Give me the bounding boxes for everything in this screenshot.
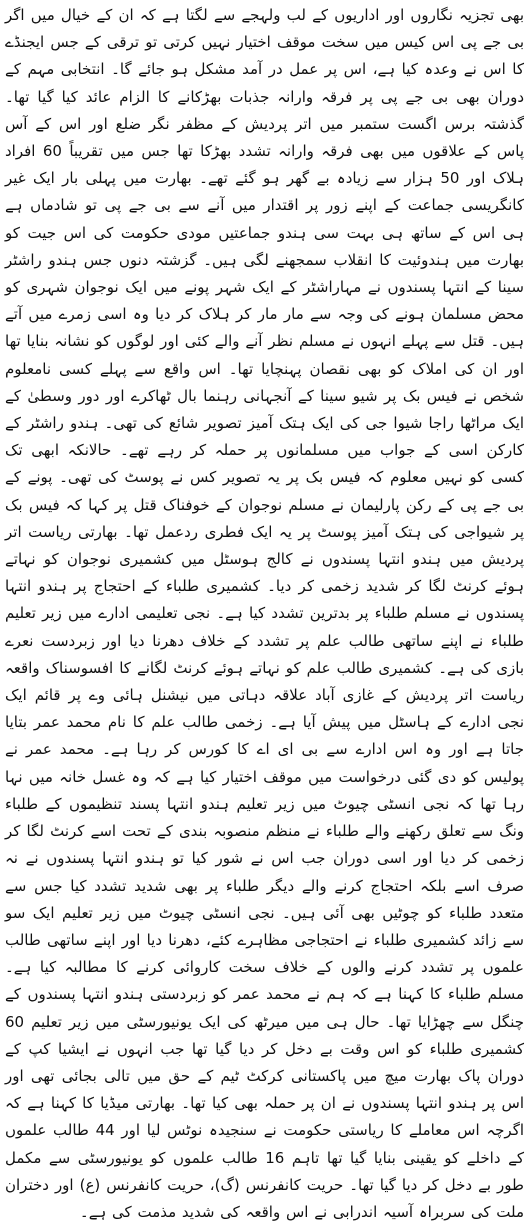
article-body-text: بھی تجزیہ نگاروں اور اداریوں کے لب ولہجے سے لگتا ہے کہ ان کے خیال میں اگر بی جے پی اس کیس میں سخت موقف اختیار نہیں کرتی تو ترقی کے جس ایجنڈے کا اس نے وعدہ کیا ہے، اس پر عمل در آمد مشکل ہو جائے گا۔ انتخابی مہم کے دوران بھی بی جے پی پر فرقہ وارانہ جذبات بھڑکانے کا الزام عائد کیا گیا تھا۔ گذشتہ برس اگست ستمبر میں اتر پردیش کے مظفر نگر ضلع اور اس کے آس پاس کے علاقوں میں بھی فرقہ وارانہ تشدد بھڑکا تھا جس میں تقریباً 60 افراد ہلاک اور 50 ہزار سے زیادہ بے گھر ہو گئے تھے۔ بھارت میں پہلی بار ایک غیر کانگریسی جماعت کے اپنے زور پر اقتدار میں آنے سے بی جے پی تو شادماں ہے ہی اس کے ساتھ ہی بہت سی ہندو جماعتیں مودی حکومت کی اس جیت کو بھارت میں ہندوئیت کا انقلاب سمجھنے لگی ہیں۔ گزشتہ دنوں جس ہندو راشٹر سینا کے انتہا پسندوں نے مہاراشٹر کے ایک شہر پونے میں ایک نوجوان شہری کو محض مسلمان ہونے کی وجہ سے مار مار کر ہلاک کر دیا وہ اسی زمرے میں آتے ہیں۔ قتل سے پہلے انہوں نے مسلم نظر آنے والے کئی اور لوگوں کو نشانہ بنایا تھا اور ان کی املاک کو بھی نقصان پہنچایا تھا۔ اس واقع سے پہلے کسی نامعلوم شخص نے فیس بک پر شیو سینا کے آنجہانی رہنما بال ٹھاکرے اور دور وسطیٰ کے ایک مراٹھا راجا شیوا جی کی ایک ہتک آمیز تصویر شائع کی تھی۔ ہندو راشٹر کے کارکن اسی کے جواب میں مسلمانوں پر حملہ کر رہے تھے۔ حالانکہ ابھی تک کسی کو نہیں معلوم کہ فیس بک پر یہ تصویر کس نے پوسٹ کی تھی۔ پونے کے بی جے پی کے رکن پارلیمان نے مسلم نوجوان کے خوفناک قتل پر کہا کہ فیس بک پر شیواجی کی ہتک آمیز پوسٹ پر یہ ایک فطری ردعمل تھا۔ بھارتی ریاست اتر پردیش میں ہندو انتہا پسندوں نے کالج ہوسٹل میں کشمیری نوجوان کو نہاتے ہوئے کرنٹ لگا کر شدید زخمی کر دیا۔ کشمیری طلباء کے احتجاج پر ہندو انتہا پسندوں نے مسلم طلباء پر بدترین تشدد کیا ہے۔ نجی تعلیمی ادارے میں زیر تعلیم طلباء نے اپنے ساتھی طالب علم پر تشدد کے خلاف دھرنا دیا اور زبردست نعرے بازی کی ہے۔ کشمیری طالب علم کو نہاتے ہوئے کرنٹ لگانے کا افسوسناک واقعہ ریاست اتر پردیش کے غازی آباد علاقہ دہاتی میں نیشنل ہائی وے پر قائم ایک نجی ادارے کے ہاسٹل میں پیش آیا ہے۔ زخمی طالب علم کا نام محمد عمر بتایا جاتا ہے اور وہ اس ادارے سے بی ای اے کا کورس کر رہا ہے۔ محمد عمر نے پولیس کو دی گئی درخواست میں موقف اختیار کیا ہے کہ وہ غسل خانہ میں نہا رہا تھا کہ نجی انسٹی چیوٹ میں زیر تعلیم ہندو انتہا پسند تنظیموں کے طلباء ونگ سے تعلق رکھنے والے طلباء نے منظم منصوبہ بندی کے تحت اسے کرنٹ لگا کر زخمی کر دیا اور اسی دوران جب اس نے شور کیا تو ہندو انتہا پسندوں نے نہ صرف اسے بلکہ احتجاج کرنے والے دیگر طلباء پر بھی شدید تشدد کیا جس سے متعدد طلباء کو چوٹیں بھی آئی ہیں۔ نجی انسٹی چیوٹ میں زیر تعلیم ایک سو سے زائد کشمیری طلباء نے احتجاجی مظاہرے کئے، دھرنا دیا اور اپنے ساتھی طالب علموں پر تشدد کرنے والوں کے خلاف سخت کاروائی کرنے کا مطالبہ کیا ہے۔ مسلم طلباء کا کہنا ہے کہ ہم نے محمد عمر کو زبردستی ہندو انتہا پسندوں کے چنگل سے چھڑایا تھا۔ حال ہی میں میرٹھ کی ایک یونیورسٹی میں زیر تعلیم 60 کشمیری طلباء کو اس وقت بے دخل کر دیا گیا تھا جب انہوں نے ایشیا کپ کے دوران پاک بھارت میچ میں پاکستانی کرکٹ ٹیم کے حق میں تالی بجائی تھی اور اس پر ہندو انتہا پسندوں نے ان پر حملہ بھی کیا تھا۔ بھارتی میڈیا کا کہنا ہے کہ اگرچہ اس معاملے کا ریاستی حکومت نے سنجیدہ نوٹس لیا اور 44 طالب علموں کے داخلے کو یقینی بنایا گیا تھا تاہم 16 طالب علموں کو یونیورسٹی سے مکمل طور بے دخل کر دیا گیا تھا۔ حریت کانفرنس (گ)، حریت کانفرنس (ع) اور دختران ملت کی سربراہ آسیہ اندرابی نے اس واقعہ کی شدید مذمت کی ہے۔ bbox=[5, 6, 525, 1221]
